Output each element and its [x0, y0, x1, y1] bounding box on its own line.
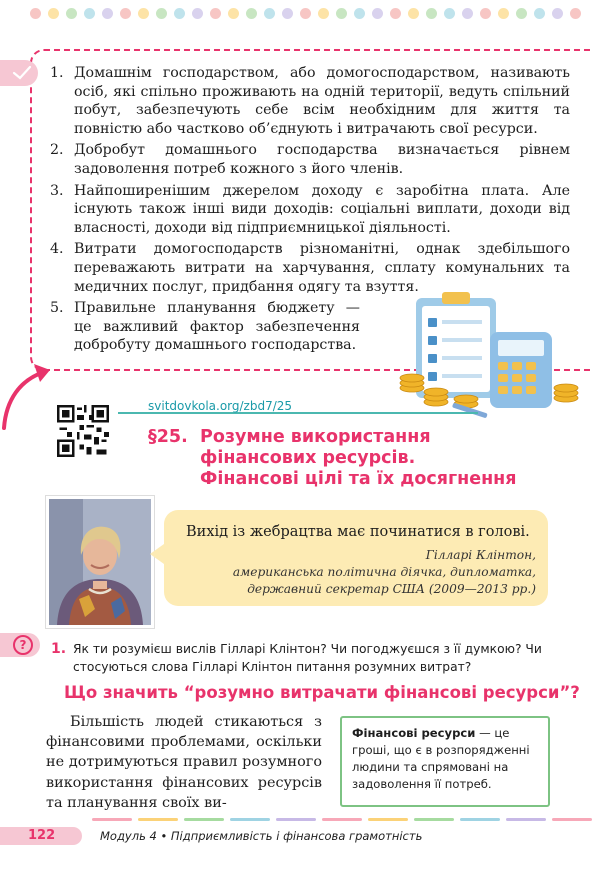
- resource-link[interactable]: svitdovkola.org/zbd7/25: [148, 399, 293, 413]
- check-badge: [0, 60, 38, 86]
- decorative-dots: [30, 8, 590, 22]
- summary-item: 4. Витрати домогосподарств різноманітні, однак здебільшого переважають витрати на харчування, сплату комунальних та медичних послуг, придбання одягу та взуття.: [50, 241, 570, 295]
- footer-stripes: [92, 818, 600, 822]
- quote-box: [164, 510, 548, 606]
- section-number: §25.: [148, 427, 188, 447]
- summary-item: 1. Домашнім господарством, або домогосподарством, називають осіб, які спільно проживають на одній території, ведуть спільний побут, забезпечують себе всім необхідним для життя та повністю або частково об’єднують і витрачають свої ресурси.: [50, 65, 570, 137]
- section-title-line: Фінансові цілі та їх досягнення: [200, 469, 517, 489]
- arrow-icon: [0, 360, 60, 430]
- quote-text: Вихід із жебрацтва має починатися в голові.: [186, 524, 530, 540]
- footer-text: Модуль 4 • Підприємливість і фінансова грамотність: [100, 829, 423, 843]
- qr-code-icon: [57, 405, 109, 457]
- definition-box: [340, 716, 550, 807]
- body-paragraph: Більшість людей стикаються з фінансовими проблемами, оскільки не дотримуються правил розумного використання фінансових ресурсів та планування своїх ви-: [46, 714, 322, 811]
- definition-term: Фінансові ресурси: [352, 726, 476, 740]
- summary-item: 2. Добробут домашнього господарства визначається рівнем задоволення потреб кожного з його членів.: [50, 142, 570, 177]
- definition-text: — це гроші, що є в розпорядженні людини та спрямовані на задоволення її потреб.: [352, 726, 530, 791]
- summary-item: 3. Найпоширенішим джерелом доходу є заробітна плата. Але існують також інші види доходів: соціальні виплати, доходи від власності, доходи від підприємницької діяльності.: [50, 182, 570, 236]
- page-number: 122: [28, 828, 56, 843]
- clipboard-coins-illustration: [398, 292, 584, 422]
- question-text: Як ти розумієш вислів Гілларі Клінтон? Чи погоджуєшся з її думкою? Чи стосуються слова Гілларі Клінтон питання розумних витрат?: [73, 642, 542, 674]
- portrait-photo: [46, 496, 154, 628]
- summary-item: 5. Правильне планування бюджету — це важливий фактор забезпечення добробуту домашнього господарства.: [50, 300, 360, 354]
- question-badge: [0, 633, 40, 657]
- section-title: [148, 427, 517, 490]
- quote-author: Гілларі Клінтон, американська політична діячка, дипломатка, державний секретар США (2009—2013 рр.): [232, 548, 536, 596]
- section-title-line: Розумне використання: [200, 427, 431, 447]
- subheading: Що значить “розумно витрачати фінансові ресурси”?: [64, 683, 580, 702]
- portrait-figure: [49, 499, 151, 625]
- section-title-line: фінансових ресурсів.: [200, 448, 416, 468]
- question-number: 1.: [51, 641, 67, 657]
- checkmark-icon: [12, 65, 32, 81]
- question-icon: ?: [13, 635, 33, 655]
